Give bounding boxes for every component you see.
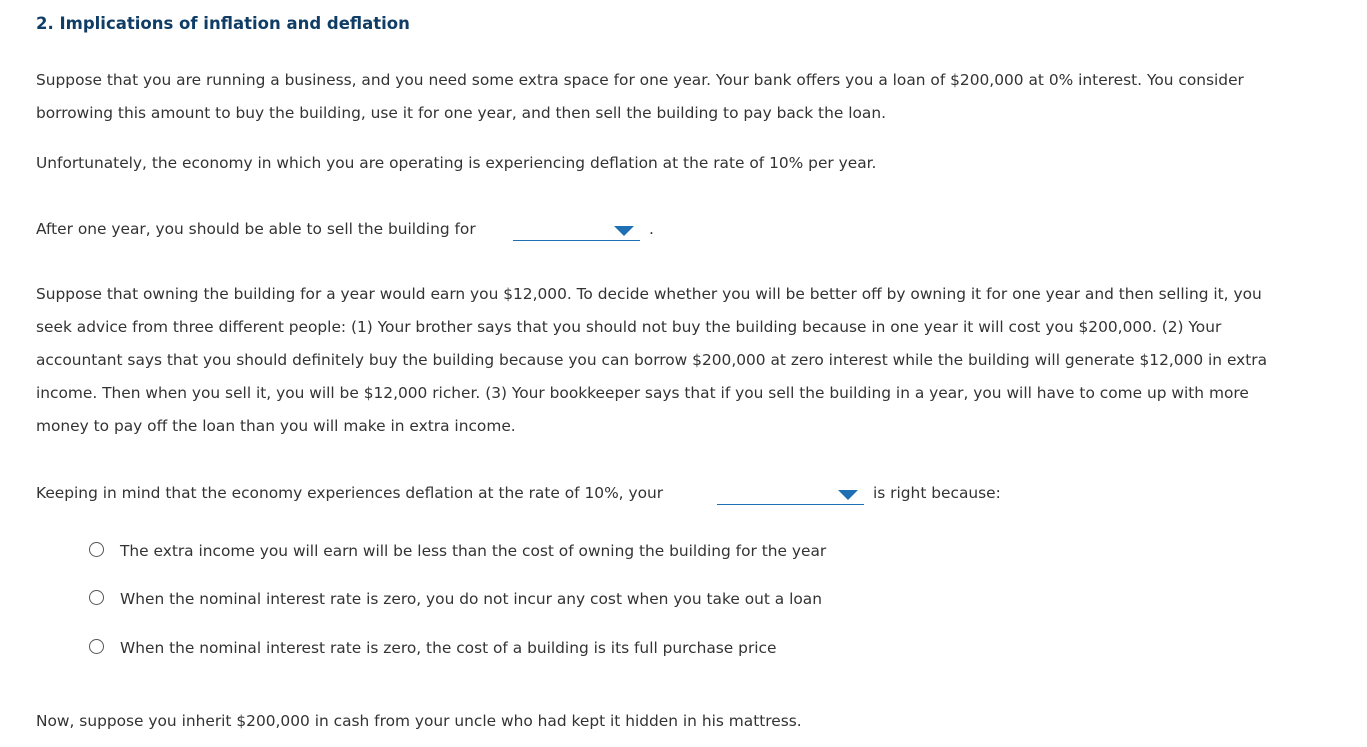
caret-down-icon [838,490,858,500]
caret-down-icon [614,226,634,236]
q1-sale-price-dropdown[interactable] [513,218,640,241]
radio-unchecked-icon[interactable] [89,542,104,557]
radio-unchecked-icon[interactable] [89,639,104,654]
radio-unchecked-icon[interactable] [89,590,104,605]
q1-suffix: . [649,220,654,238]
q2-suffix: is right because: [873,484,1001,502]
radio-option-label: When the nominal interest rate is zero, you do not incur any cost when you take out a loan [120,590,822,608]
scenario-paragraph: Suppose that owning the building for a year would earn you $12,000. To decide whether you will be better off by owning it for one year and then selling it, you seek advice from three different people: (1) Your brother says that you should not buy the building because in one year it will cost you $200,000. (2) Your accountant says that you should definitely buy the building because you can borrow $200,000 at zero interest while the building will generate $12,000 in extra income. Then when you sell it, you will be $12,000 richer. (3) Your bookkeeper says that if you sell the building in a year, you will have to come up with more money to pay off the loan than you will make in extra income. [36,285,1268,435]
q2-advisor-dropdown[interactable] [717,482,864,505]
q1-prefix: After one year, you should be able to sell the building for [36,220,476,238]
closing-statement: Now, suppose you inherit $200,000 in cash from your uncle who had kept it hidden in his mattress. [36,712,802,730]
deflation-note: Unfortunately, the economy in which you are operating is experiencing deflation at the rate of 10% per year. [36,154,877,172]
radio-option-label: The extra income you will earn will be less than the cost of owning the building for the year [120,542,827,560]
question-title: 2. Implications of inflation and deflation [36,14,410,33]
q2-prefix: Keeping in mind that the economy experiences deflation at the rate of 10%, your [36,484,664,502]
radio-option-label: When the nominal interest rate is zero, the cost of a building is its full purchase price [120,639,777,657]
intro-paragraph: Suppose that you are running a business, and you need some extra space for one year. Your bank offers you a loan of $200,000 at 0% interest. You consider borrowing this amount to buy the building, use it for one year, and then sell the building to pay back the loan. [36,71,1244,122]
